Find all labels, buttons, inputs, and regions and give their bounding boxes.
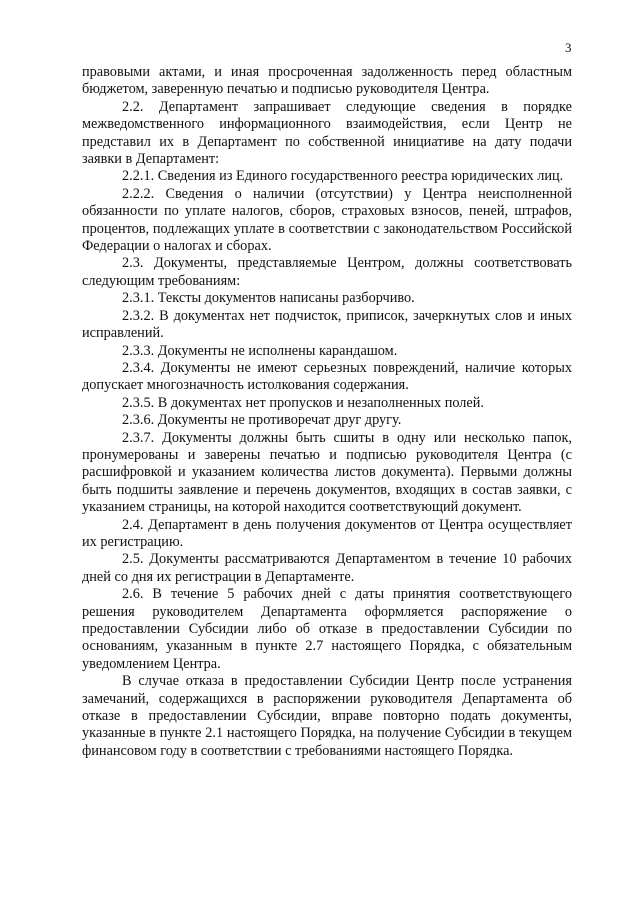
paragraph-2-3-5: 2.3.5. В документах нет пропусков и незаполненных полей. xyxy=(122,394,485,411)
paragraph-refusal: В случае отказа в предоставлении Субсидии Центр после устранения замечаний, содержащихся в распоряжении руководителя Департамента об отказе в предоставлении Субсидии, вправе повторно подать документы, указанные в пункте 2.1 настоящего Порядка, на получение Субсидии в текущем финансовом году в соответствии с требованиями настоящего Порядка. xyxy=(82,673,572,759)
paragraph-2-3: 2.3. Документы, представляемые Центром, должны соответствовать следующим требованиям: xyxy=(82,255,572,289)
paragraph-2-2: 2.2. Департамент запрашивает следующие сведения в порядке межведомственного информационного взаимодействия, если Центр не представил их в Департамент по собственной инициативе на дату подачи заявки в Департамент: xyxy=(82,98,572,168)
paragraph-2-5: 2.5. Документы рассматриваются Департаментом в течение 10 рабочих дней со дня их регистрации в Департаменте. xyxy=(82,551,572,585)
paragraph-2-3-1: 2.3.1. Тексты документов написаны разборчиво. xyxy=(122,290,415,307)
paragraph-continuation: правовыми актами, и иная просроченная задолженность перед областным бюджетом, заверенную печатью и подписью руководителя Центра. xyxy=(82,64,572,98)
paragraph-2-2-2: 2.2.2. Сведения о наличии (отсутствии) у Центра неисполненной обязанности по уплате налогов, сборов, страховых взносов, пеней, штрафов, процентов, подлежащих уплате в соответствии с законодательством Российской Федерации о налогах и сборах. xyxy=(82,185,572,255)
paragraph-2-2-1: 2.2.1. Сведения из Единого государственного реестра юридических лиц. xyxy=(122,168,564,185)
paragraph-2-4: 2.4. Департамент в день получения документов от Центра осуществляет их регистрацию. xyxy=(82,516,572,550)
document-body xyxy=(82,64,572,760)
paragraph-2-6: 2.6. В течение 5 рабочих дней с даты принятия соответствующего решения руководителем Департамента оформляется распоряжение о предоставлении Субсидии либо об отказе в предоставлении Субсидии по основаниям, указанным в пункте 2.7 настоящего Порядка, с обязательным уведомлением Центра. xyxy=(82,586,572,672)
paragraph-2-3-6: 2.3.6. Документы не противоречат друг другу. xyxy=(122,412,402,429)
paragraph-2-3-2: 2.3.2. В документах нет подчисток, приписок, зачеркнутых слов и иных исправлений. xyxy=(82,307,572,342)
page-number: 3 xyxy=(565,40,572,55)
paragraph-2-3-4: 2.3.4. Документы не имеют серьезных повреждений, наличие которых допускает многозначность истолкования содержания. xyxy=(82,359,572,394)
paragraph-2-3-3: 2.3.3. Документы не исполнены карандашом. xyxy=(122,342,398,359)
paragraph-2-3-7: 2.3.7. Документы должны быть сшиты в одну или несколько папок, пронумерованы и заверены печатью и подписью руководителя Центра (с расшифровкой и указанием количества листов документа). Первыми должны быть подшиты заявление и перечень документов, входящих в состав заявки, с указанием страницы, на которой находится соответствующий документ. xyxy=(82,429,572,516)
